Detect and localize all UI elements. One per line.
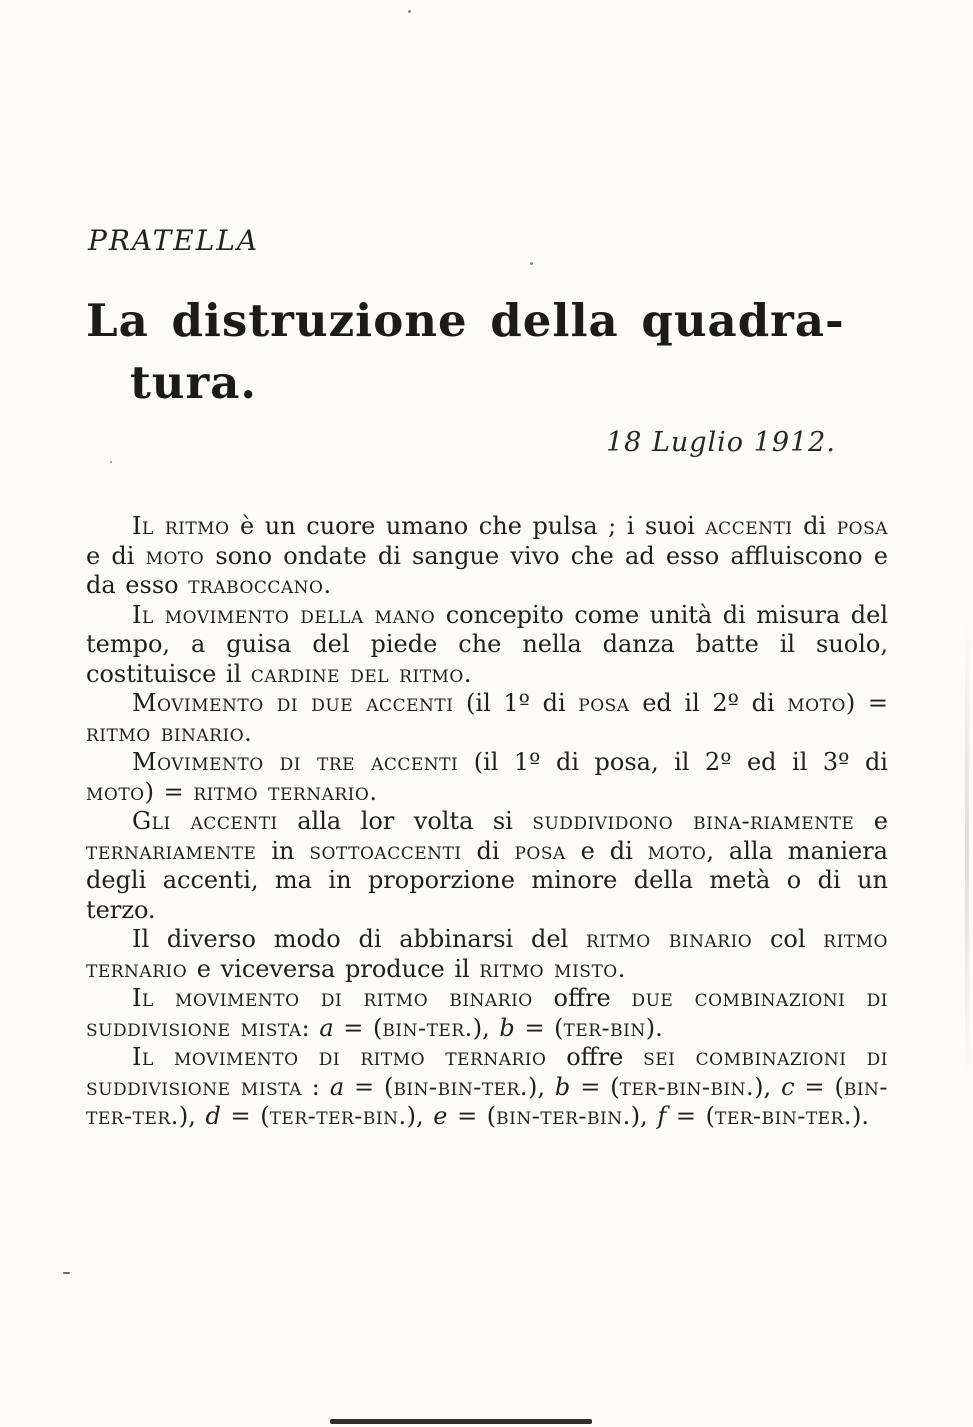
text-segment: col — [752, 925, 824, 954]
text-segment: (il 1º di posa, il 2º ed il 3º di — [458, 748, 888, 777]
text-segment: ritmo binario — [86, 718, 245, 747]
paragraph — [86, 984, 888, 1043]
text-segment: ter-bin-ter. — [714, 1102, 853, 1131]
text-segment: moto — [787, 689, 846, 718]
text-segment: : — [301, 1013, 320, 1042]
text-segment: ), — [178, 1102, 206, 1131]
text-segment: . — [323, 571, 332, 600]
text-segment: ter-bin-bin. — [619, 1072, 755, 1101]
paragraph — [86, 601, 888, 690]
text-segment: ). — [852, 1102, 870, 1131]
text-segment: = ( — [794, 1072, 844, 1101]
scan-artifact — [63, 1272, 70, 1274]
text-segment: e — [854, 807, 888, 836]
text-segment: e — [433, 1102, 448, 1131]
scan-artifact — [330, 1419, 592, 1424]
text-segment: posa — [514, 836, 566, 865]
text-segment: in — [256, 836, 310, 865]
text-segment: ritmo ternario — [86, 925, 888, 983]
text-segment: moto — [86, 777, 145, 806]
text-segment: è un cuore umano che pulsa ; i suoi — [229, 512, 706, 540]
scan-artifact — [110, 461, 112, 463]
document-title — [86, 290, 906, 414]
scan-artifact — [408, 10, 411, 13]
text-segment: ed il 2º di — [629, 689, 788, 718]
text-segment: sottoaccenti — [309, 836, 462, 865]
text-segment: traboccano — [188, 571, 324, 600]
text-segment: = ( — [220, 1102, 270, 1131]
text-segment: di — [461, 836, 515, 865]
text-segment: bin-bin-ter. — [393, 1072, 528, 1101]
text-segment: ) = — [845, 689, 888, 718]
text-segment: d — [205, 1102, 221, 1131]
text-segment: e di — [565, 836, 648, 865]
text-segment: Il movimento di ritmo ternario — [132, 1043, 547, 1072]
text-segment: . — [463, 659, 472, 688]
text-segment: , alla maniera degli accenti, ma in proporzione minore della metà o di un terzo. — [86, 836, 888, 924]
paragraph — [86, 925, 888, 984]
text-segment: sono ondate di sangue vivo che ad esso affluiscono e da esso — [86, 541, 888, 600]
paragraph — [86, 807, 888, 925]
text-segment: a — [329, 1072, 345, 1101]
text-segment: bin-ter. — [382, 1013, 473, 1042]
text-segment: Movimento di tre accenti — [132, 748, 459, 777]
text-segment: . — [244, 718, 252, 747]
title-line: tura. — [130, 356, 258, 409]
text-segment: ritmo ternario — [193, 777, 370, 806]
paragraph — [86, 748, 888, 807]
text-segment: offre — [546, 1043, 644, 1072]
text-segment: cardine del ritmo — [250, 659, 464, 688]
text-segment: : — [301, 1072, 330, 1101]
text-segment: bin-ter-bin. — [496, 1102, 631, 1131]
text-segment: ter-ter-bin. — [269, 1102, 407, 1131]
text-segment: b — [554, 1072, 571, 1101]
text-segment: ), — [472, 1013, 500, 1042]
text-segment: a — [319, 1013, 334, 1042]
text-segment: = ( — [447, 1102, 497, 1131]
title-line: La distruzione della quadra- — [86, 294, 845, 347]
text-segment: ter-bin — [563, 1013, 646, 1042]
text-segment: posa — [578, 689, 630, 718]
text-segment: due combinazioni di suddivisione mista — [86, 984, 888, 1042]
text-segment: Gli accenti — [132, 807, 278, 836]
text-segment: e di — [86, 541, 146, 570]
text-segment: ) = — [144, 777, 194, 806]
text-segment: ), — [630, 1102, 658, 1131]
text-segment: = ( — [344, 1072, 394, 1101]
text-segment: = ( — [570, 1072, 620, 1101]
body-text — [86, 512, 888, 1132]
text-segment: alla lor volta si — [277, 807, 533, 836]
text-segment: . — [369, 777, 377, 806]
text-segment: f — [657, 1102, 667, 1131]
text-segment: Il movimento di ritmo binario — [132, 984, 533, 1013]
text-segment: moto — [647, 836, 707, 865]
text-segment: offre — [532, 984, 632, 1013]
paragraph — [86, 689, 888, 748]
text-segment: ), — [754, 1072, 782, 1101]
author-name: PRATELLA — [88, 224, 260, 257]
scan-artifact — [530, 262, 533, 265]
text-segment: posa — [836, 512, 888, 540]
page-edge-shadow — [965, 620, 969, 1080]
text-segment: = ( — [333, 1013, 383, 1042]
text-segment: ). — [645, 1013, 663, 1042]
text-segment: = ( — [666, 1102, 715, 1131]
text-segment: Movimento di due accenti — [132, 689, 454, 718]
text-segment: Il diverso modo di abbinarsi del — [132, 925, 586, 954]
paragraph — [86, 512, 888, 601]
text-segment: sei combinazioni di suddivisione mista — [86, 1043, 888, 1101]
text-segment: ternariamente — [86, 836, 257, 865]
paragraph — [86, 1043, 888, 1132]
text-segment: ), — [528, 1072, 555, 1101]
text-segment: moto — [145, 541, 205, 570]
text-segment: . — [617, 954, 626, 983]
text-segment: Il ritmo — [132, 512, 230, 540]
text-segment: suddividono bina-riamente — [532, 807, 855, 836]
text-segment: e viceversa produce il — [187, 954, 480, 983]
text-segment: ), — [406, 1102, 434, 1131]
text-segment: di — [792, 512, 837, 540]
text-segment: = ( — [514, 1013, 564, 1042]
text-segment: b — [499, 1013, 515, 1042]
text-segment: accenti — [705, 512, 793, 540]
text-segment: ritmo misto — [479, 954, 618, 983]
text-segment: concepito come unità di misura del tempo, a guisa del piede che nella danza batte il suolo, costituisce il — [86, 600, 888, 688]
text-segment: c — [781, 1072, 795, 1101]
text-segment: (il 1º di — [453, 689, 579, 718]
date-line: 18 Luglio 1912. — [606, 427, 836, 458]
text-segment: bin-ter-ter. — [86, 1072, 889, 1131]
text-segment: Il movimento della mano — [132, 600, 436, 629]
text-segment: ritmo binario — [585, 925, 753, 954]
